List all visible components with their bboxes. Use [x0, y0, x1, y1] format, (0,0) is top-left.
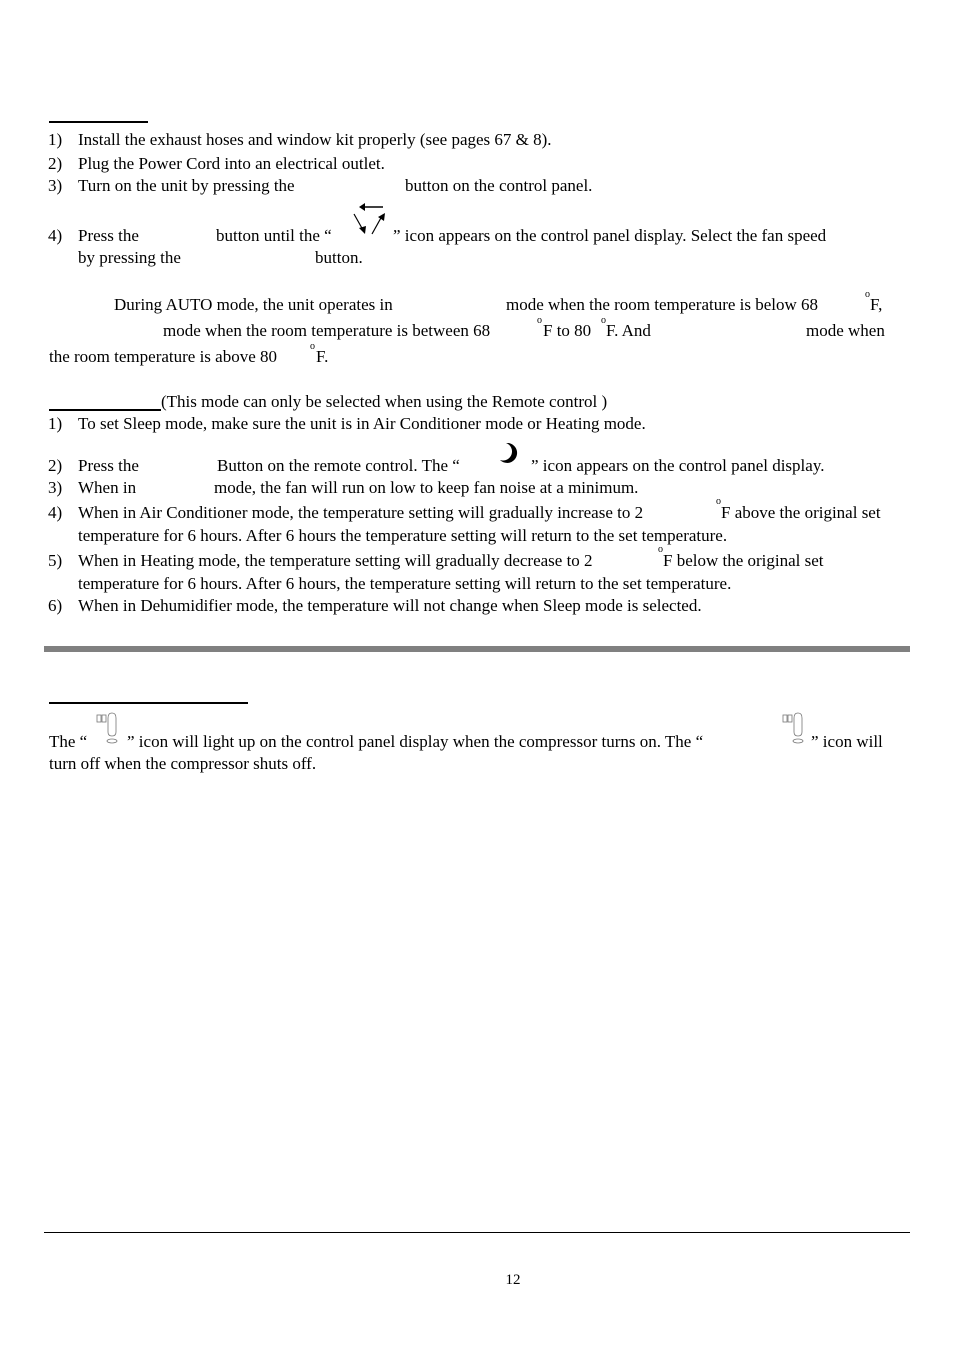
compressor-line2: turn off when the compressor shuts off.	[49, 754, 317, 773]
compressor-line1-b: ” icon will light up on the control panel display when the compressor turns on. The “	[127, 732, 704, 751]
auto-note-line2-a: mode when the room temperature is between 68	[163, 321, 491, 340]
sleep-step-5-text-b: F below the original set	[663, 551, 824, 570]
auto-step-3-text-b: button on the control panel.	[405, 176, 593, 195]
footer-rule	[44, 1232, 910, 1233]
auto-mode-arrows-icon	[351, 202, 389, 243]
compressor-icon	[96, 712, 122, 749]
auto-step-4-number: 4)	[48, 226, 63, 245]
auto-note-line2-c: F. And	[606, 321, 651, 340]
sleep-step-1-text: To set Sleep mode, make sure the unit is in Air Conditioner mode or Heating mode.	[78, 414, 646, 433]
sleep-step-5-line2: temperature for 6 hours. After 6 hours, the temperature setting will return to the set temperature.	[78, 574, 732, 593]
auto-note-line1-a: During AUTO mode, the unit operates in	[114, 295, 393, 314]
sleep-step-3-text-a: When in	[78, 478, 137, 497]
degree-symbol: o	[658, 544, 663, 555]
sleep-step-5-number: 5)	[48, 551, 63, 570]
sleep-step-2-text-c: ” icon appears on the control panel display.	[531, 456, 825, 475]
sleep-moon-icon	[496, 440, 522, 471]
auto-note-line3-b: F.	[316, 347, 329, 366]
sleep-step-3-text-b: mode, the fan will run on low to keep fan noise at a minimum.	[214, 478, 639, 497]
auto-note-line3-a: the room temperature is above 80	[49, 347, 278, 366]
auto-heading-underline	[49, 121, 148, 123]
auto-note-line2-d: mode when	[806, 321, 885, 340]
auto-step-4-text-c: ” icon appears on the control panel display. Select the fan speed	[393, 226, 827, 245]
sleep-step-4-text-b: F above the original set	[721, 503, 881, 522]
sleep-step-6-number: 6)	[48, 596, 63, 615]
auto-note-line2-b: F to 80	[543, 321, 592, 340]
auto-note-line1-c: F,	[870, 295, 883, 314]
compressor-line1-c: ” icon will	[811, 732, 883, 751]
sleep-step-1-number: 1)	[48, 414, 63, 433]
auto-step-2-text: Plug the Power Cord into an electrical outlet.	[78, 154, 385, 173]
auto-step-1-text: Install the exhaust hoses and window kit properly (see pages 67 & 8).	[78, 130, 552, 149]
auto-step-1-number: 1)	[48, 130, 63, 149]
degree-symbol: o	[601, 315, 606, 326]
auto-step-3-number: 3)	[48, 176, 63, 195]
compressor-icon	[782, 712, 808, 749]
degree-symbol: o	[310, 341, 315, 352]
auto-step-3-text-a: Turn on the unit by pressing the	[78, 176, 295, 195]
sleep-step-2-text-b: Button on the remote control. The “	[217, 456, 460, 475]
sleep-step-2-text-a: Press the	[78, 456, 139, 475]
degree-symbol: o	[716, 496, 721, 507]
auto-step-4-text-b: button until the “	[216, 226, 332, 245]
auto-step-4-line2-b: button.	[315, 248, 363, 267]
sleep-heading-underline	[49, 409, 161, 411]
sleep-step-6-text: When in Dehumidifier mode, the temperature will not change when Sleep mode is selected.	[78, 596, 702, 615]
sleep-intro: (This mode can only be selected when using the Remote control )	[161, 392, 608, 411]
auto-note-line1-b: mode when the room temperature is below 68	[506, 295, 819, 314]
auto-step-2-number: 2)	[48, 154, 63, 173]
compressor-heading-underline	[49, 702, 248, 704]
degree-symbol: o	[537, 315, 542, 326]
sleep-step-3-number: 3)	[48, 478, 63, 497]
page-number: 12	[505, 1272, 521, 1288]
auto-step-4-line2-a: by pressing the	[78, 248, 181, 267]
sleep-step-4-line2: temperature for 6 hours. After 6 hours the temperature setting will return to the set temperature.	[78, 526, 728, 545]
sleep-step-2-number: 2)	[48, 456, 63, 475]
sleep-step-4-text-a: When in Air Conditioner mode, the temperature setting will gradually increase to 2	[78, 503, 644, 522]
compressor-line1-a: The “	[49, 732, 88, 751]
auto-step-4-text-a: Press the	[78, 226, 139, 245]
section-divider	[44, 646, 910, 652]
sleep-step-4-number: 4)	[48, 503, 63, 522]
degree-symbol: o	[865, 289, 870, 300]
sleep-step-5-text-a: When in Heating mode, the temperature setting will gradually decrease to 2	[78, 551, 593, 570]
